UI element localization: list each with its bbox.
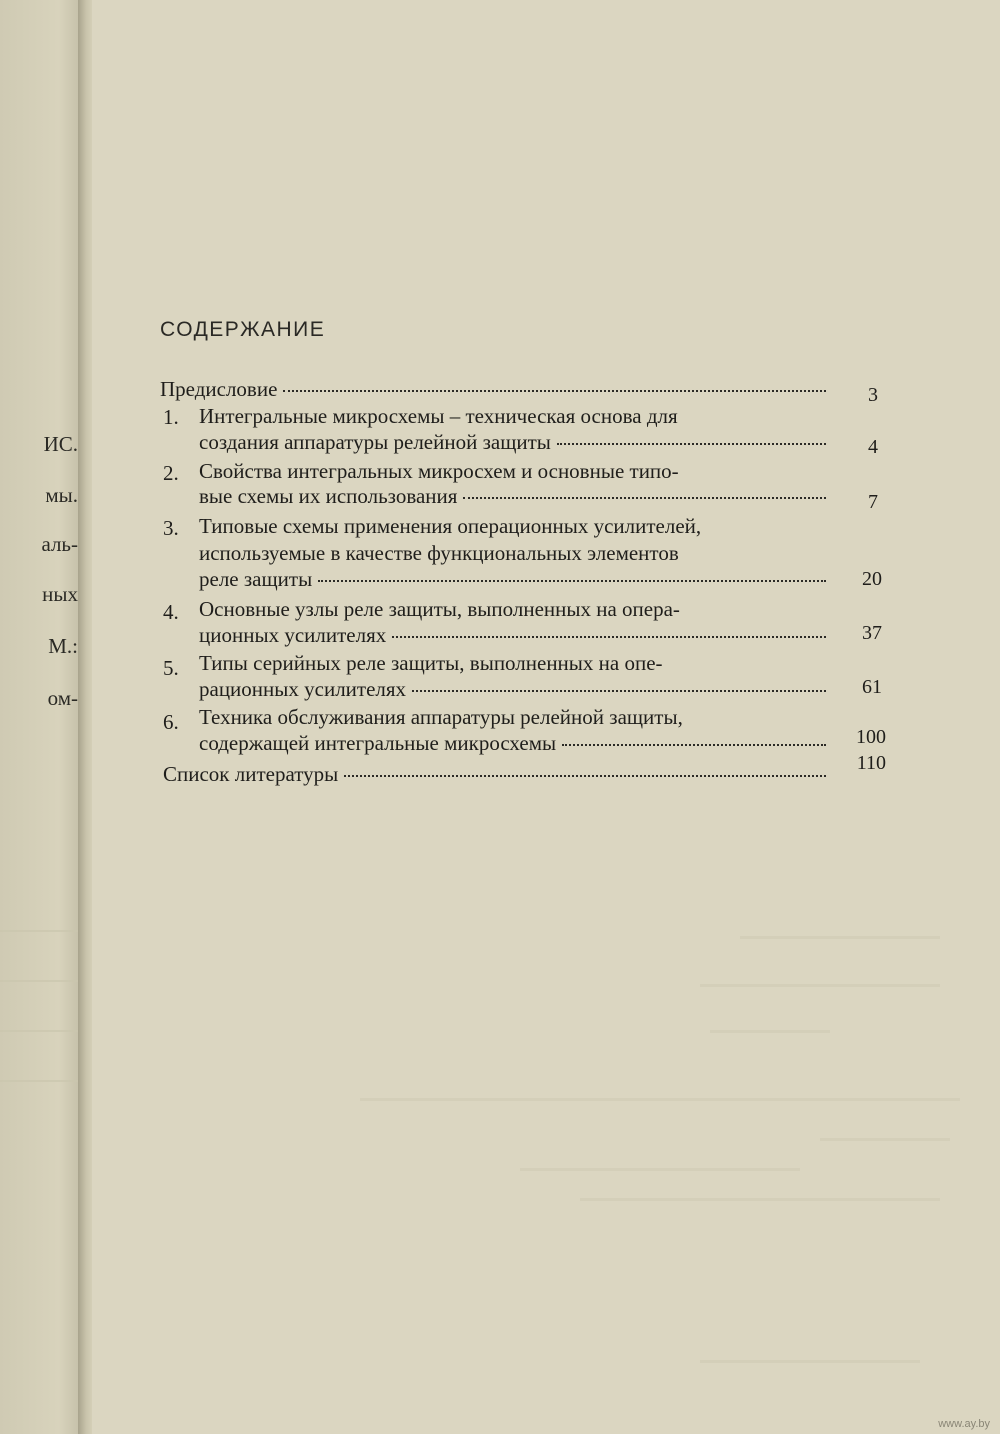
toc-entry-6-line-2[interactable]: содержащей интегральные микросхемы: [199, 731, 830, 756]
toc-entry-5-line-1[interactable]: Типы серийных реле защиты, выполненных на опе-: [199, 651, 663, 675]
toc-page-number: 37: [862, 622, 882, 644]
toc-page-number: 100: [856, 726, 886, 748]
toc-page-number: 4: [868, 436, 878, 458]
left-fragment: аль-: [41, 532, 78, 556]
toc-entry-2-line-2[interactable]: вые схемы их использования: [199, 484, 830, 509]
toc-page-number: 3: [868, 384, 878, 406]
toc-entry-1-line-1[interactable]: Интегральные микросхемы – техническая основа для: [199, 404, 678, 428]
toc-entry-number: 6.: [163, 710, 179, 734]
toc-entry-number: 2.: [163, 461, 179, 485]
left-fragment: ом-: [47, 686, 78, 710]
toc-entry-4-line-1[interactable]: Основные узлы реле защиты, выполненных на опера-: [199, 597, 680, 621]
toc-entry-3-line-3[interactable]: реле защиты: [199, 567, 830, 592]
contents-heading: СОДЕРЖАНИЕ: [160, 318, 326, 341]
toc-entry-preface[interactable]: Предисловие: [160, 377, 830, 402]
left-fragment: мы.: [45, 483, 78, 507]
toc-entry-number: 5.: [163, 656, 179, 680]
toc-entry-4-line-2[interactable]: ционных усилителях: [199, 623, 830, 648]
left-fragment: ИС.: [43, 432, 78, 456]
toc-entry-1-line-2[interactable]: создания аппаратуры релейной защиты: [199, 430, 830, 455]
toc-page-number: 110: [856, 752, 886, 774]
watermark: www.ay.by: [938, 1418, 990, 1430]
toc-entry-6-line-1[interactable]: Техника обслуживания аппаратуры релейной защиты,: [199, 705, 683, 729]
toc-entry-3-line-2[interactable]: используемые в качестве функциональных элементов: [199, 541, 679, 565]
left-page-edge: [0, 0, 84, 1434]
toc-entry-5-line-2[interactable]: рационных усилителях: [199, 677, 830, 702]
toc-entry-2-line-1[interactable]: Свойства интегральных микросхем и основные типо-: [199, 459, 679, 483]
toc-entry-number: 4.: [163, 600, 179, 624]
toc-entry-number: 3.: [163, 516, 179, 540]
toc-page-number: 61: [862, 676, 882, 698]
toc-page-number: 20: [862, 568, 882, 590]
left-fragment: М.:: [48, 634, 78, 658]
toc-entry-3-line-1[interactable]: Типовые схемы применения операционных усилителей,: [199, 514, 702, 538]
toc-entry-number: 1.: [163, 405, 179, 429]
left-fragment: ных: [42, 582, 78, 606]
toc-page-number: 7: [868, 491, 878, 513]
toc-entry-bibliography[interactable]: Список литературы: [163, 762, 830, 787]
